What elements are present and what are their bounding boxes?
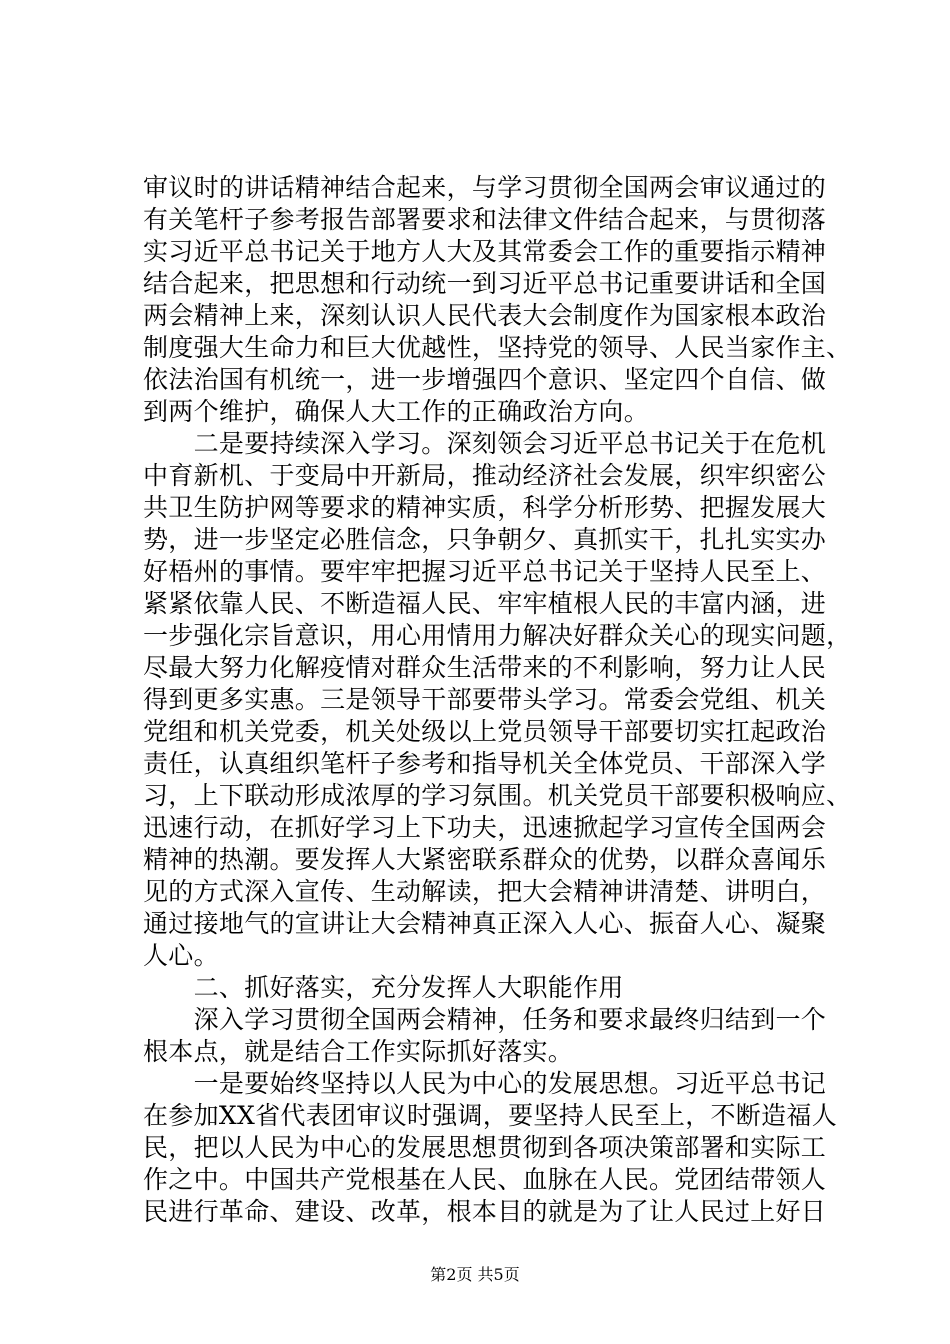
page-footer [0, 1265, 950, 1285]
text-line: 精神的热潮。要发挥人大紧密联系群众的优势，以群众喜闻乐 [143, 845, 827, 874]
text-line: 势，进一步坚定必胜信念，只争朝夕、真抓实干，扎扎实实办 [143, 525, 827, 554]
body-text [143, 172, 852, 1228]
section-heading: 二、抓好落实，充分发挥人大职能作用 [143, 973, 624, 1002]
text-line: 见的方式深入宣传、生动解读，把大会精神讲清楚、讲明白， [143, 877, 827, 906]
text-line: 人心。 [143, 941, 219, 970]
text-line: 制度强大生命力和巨大优越性，坚持党的领导、人民当家作主、 [143, 333, 852, 362]
text-line: 有关笔杆子参考报告部署要求和法律文件结合起来，与贯彻落 [143, 205, 827, 234]
text-line: 共卫生防护网等要求的精神实质，科学分析形势、把握发展大 [143, 493, 827, 522]
text-line: 通过接地气的宣讲让大会精神真正深入人心、振奋人心、凝聚 [143, 909, 827, 938]
text-line: 结合起来，把思想和行动统一到习近平总书记重要讲话和全国 [143, 269, 827, 298]
text-line: 依法治国有机统一，进一步增强四个意识、坚定四个自信、做 [143, 365, 827, 394]
text-line: 审议时的讲话精神结合起来，与学习贯彻全国两会审议通过的 [143, 173, 827, 202]
text-line: 深入学习贯彻全国两会精神，任务和要求最终归结到一个 [143, 1005, 827, 1034]
text-line: 党组和机关党委，机关处级以上党员领导干部要切实扛起政治 [143, 717, 827, 746]
text-line: 到两个维护，确保人大工作的正确政治方向。 [143, 397, 650, 426]
text-line: 根本点，就是结合工作实际抓好落实。 [143, 1037, 574, 1066]
text-line: 作之中。中国共产党根基在人民、血脉在人民。党团结带领人 [143, 1165, 827, 1194]
text-line: 尽最大努力化解疫情对群众生活带来的不利影响，努力让人民 [143, 653, 827, 682]
text-line: 责任，认真组织笔杆子参考和指导机关全体党员、干部深入学 [143, 749, 827, 778]
text-line: 习，上下联动形成浓厚的学习氛围。机关党员干部要积极响应、 [143, 781, 852, 810]
text-line: 两会精神上来，深刻认识人民代表大会制度作为国家根本政治 [143, 301, 827, 330]
text-line: 一是要始终坚持以人民为中心的发展思想。习近平总书记 [143, 1069, 827, 1098]
page-number: 第2页 共5页 [430, 1265, 520, 1284]
text-line: 紧紧依靠人民、不断造福人民、牢牢植根人民的丰富内涵，进 [143, 589, 827, 618]
text-line: 实习近平总书记关于地方人大及其常委会工作的重要指示精神 [143, 237, 827, 266]
text-line: 中育新机、于变局中开新局，推动经济社会发展，织牢织密公 [143, 461, 827, 490]
text-line: 迅速行动，在抓好学习上下功夫，迅速掀起学习宣传全国两会 [143, 813, 827, 842]
text-line: 在参加XX省代表团审议时强调，要坚持人民至上，不断造福人 [143, 1101, 837, 1130]
text-line: 一步强化宗旨意识，用心用情用力解决好群众关心的现实问题， [143, 621, 852, 650]
text-line: 得到更多实惠。三是领导干部要带头学习。常委会党组、机关 [143, 685, 827, 714]
text-line: 二是要持续深入学习。深刻领会习近平总书记关于在危机 [143, 429, 827, 458]
text-line: 好梧州的事情。要牢牢把握习近平总书记关于坚持人民至上、 [143, 557, 827, 586]
text-line: 民，把以人民为中心的发展思想贯彻到各项决策部署和实际工 [143, 1133, 827, 1162]
text-line: 民进行革命、建设、改革，根本目的就是为了让人民过上好日 [143, 1197, 827, 1226]
